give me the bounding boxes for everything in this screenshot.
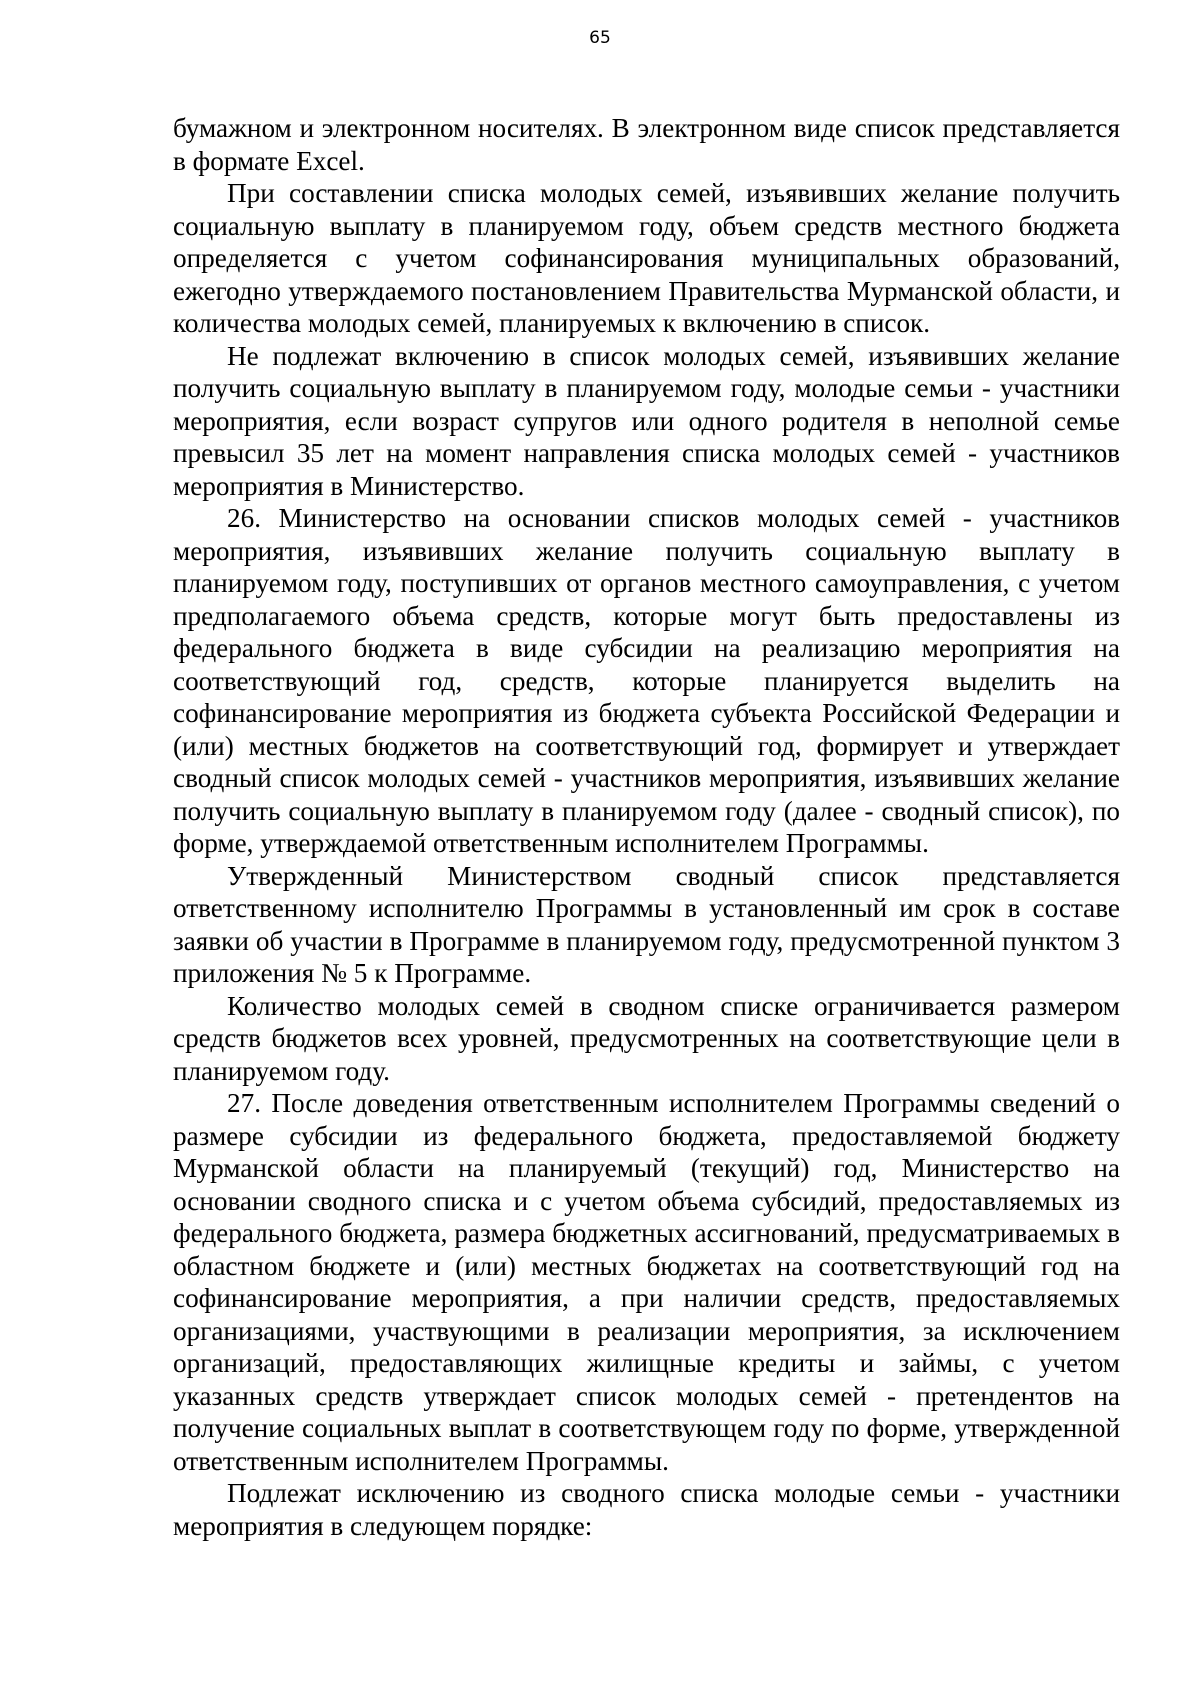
paragraph-local-budget: При составлении списка молодых семей, изъявивших желание получить социальную выплату в планируемом году, объем средств местного бюджета определяется с учетом софинансирования муниципальных образований, ежегодно утверждаемого постановлением Правительства Мурманской области, и количества молодых семей, планируемых к включению в список. bbox=[173, 178, 1120, 338]
document-body bbox=[173, 112, 1120, 1542]
paragraph-exclusion-age: Не подлежат включению в список молодых семей, изъявивших желание получить социальную выплату в планируемом году, молодые семьи - участники мероприятия, если возраст супругов или одного родителя в неполной семье превысил 35 лет на момент направления списка молодых семей - участников мероприятия в Министерство. bbox=[173, 340, 1120, 501]
paragraph-continuation: бумажном и электронном носителях. В электронном виде список представляется в формате Excel. bbox=[173, 113, 1120, 176]
paragraph-approved-list: Утвержденный Министерством сводный список представляется ответственному исполнителю Программы в установленный им срок в составе заявки об участии в Программе в планируемом году, предусмотренной пунктом 3 приложения № 5 к Программе. bbox=[173, 860, 1120, 988]
page-number: 65 bbox=[589, 28, 611, 48]
paragraph-exclusion-order: Подлежат исключению из сводного списка молодые семьи - участники мероприятия в следующем порядке: bbox=[173, 1478, 1120, 1541]
paragraph-count-limit: Количество молодых семей в сводном списке ограничивается размером средств бюджетов всех уровней, предусмотренных на соответствующие цели в планируемом году. bbox=[173, 990, 1120, 1086]
paragraph-item-26: 26. Министерство на основании списков молодых семей - участников мероприятия, изъявивших желание получить социальную выплату в планируемом году, поступивших от органов местного самоуправления, с учетом предполагаемого объема средств, которые могут быть предоставлены из федерального бюджета в виде субсидии на реализацию мероприятия на соответствующий год, средств, которые планируется выделить на софинансирование мероприятия из бюджета субъекта Российской Федерации и (или) местных бюджетов на соответствующий год, формирует и утверждает сводный список молодых семей - участников мероприятия, изъявивших желание получить социальную выплату в планируемом году (далее - сводный список), по форме, утверждаемой ответственным исполнителем Программы. bbox=[173, 503, 1120, 858]
paragraph-item-27: 27. После доведения ответственным исполнителем Программы сведений о размере субсидии из федерального бюджета, предоставляемой бюджету Мурманской области на планируемый (текущий) год, Министерство на основании сводного списка и с учетом объема субсидий, предоставляемых из федерального бюджета, размера бюджетных ассигнований, предусматриваемых в областном бюджете и (или) местных бюджетах на соответствующий год на софинансирование мероприятия, а при наличии средств, предоставляемых организациями, участвующими в реализации мероприятия, за исключением организаций, предоставляющих жилищные кредиты и займы, с учетом указанных средств утверждает список молодых семей - претендентов на получение социальных выплат в соответствующем году по форме, утвержденной ответственным исполнителем Программы. bbox=[173, 1088, 1120, 1476]
